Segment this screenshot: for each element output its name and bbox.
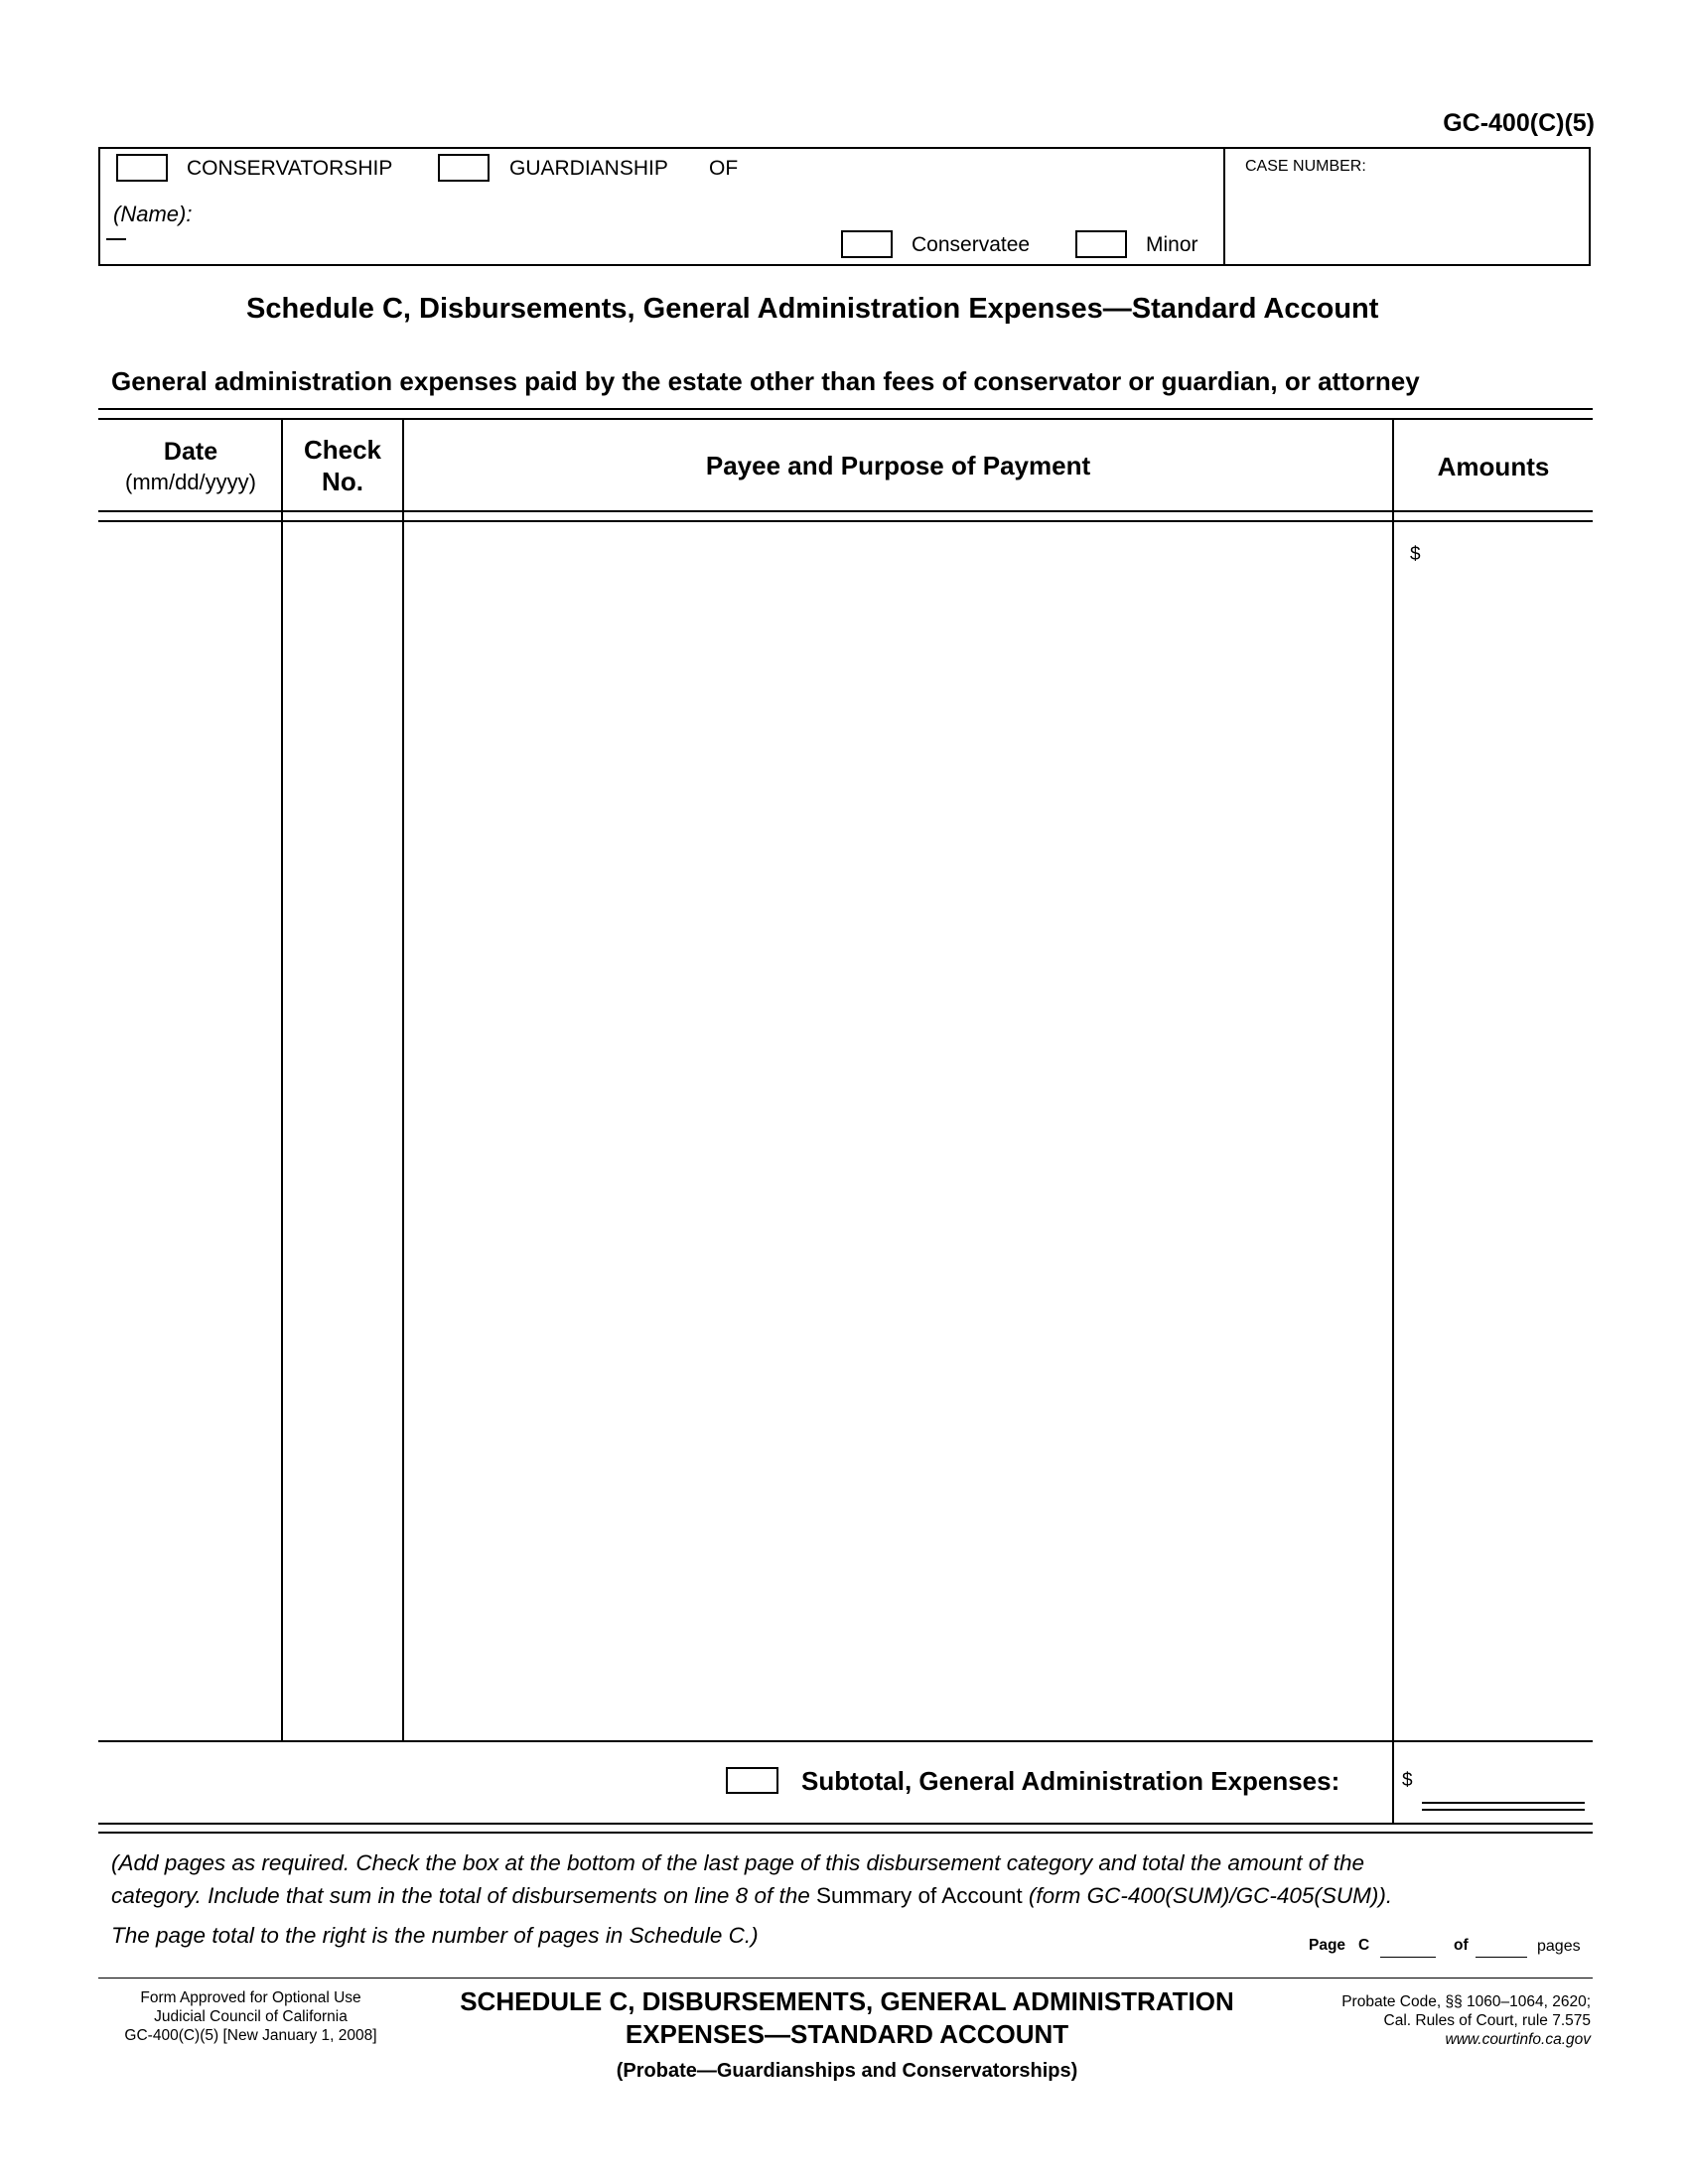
guardianship-label: GUARDIANSHIP <box>509 157 668 180</box>
instructions-line-2-a: category. Include that sum in the total of disbursements on line 8 of the <box>111 1883 816 1908</box>
entries-area[interactable] <box>100 526 1591 1739</box>
table-top-rule-1 <box>98 408 1593 410</box>
footer-rule <box>98 1978 1593 1979</box>
footer-title-line-1: SCHEDULE C, DISBURSEMENTS, GENERAL ADMINISTRATION <box>460 1986 1234 2016</box>
subtotal-checkbox[interactable] <box>726 1767 778 1794</box>
column-header-date-format: (mm/dd/yyyy) <box>125 470 256 494</box>
subtotal-double-rule-1 <box>1422 1802 1585 1804</box>
instructions-line-2 <box>111 1883 1392 1909</box>
subtotal-bottom-rule-2 <box>98 1832 1593 1834</box>
page-number-field[interactable] <box>1380 1933 1436 1955</box>
summary-of-account-reference: Summary of Account <box>816 1883 1023 1908</box>
minor-checkbox[interactable] <box>1075 230 1127 258</box>
column-header-amounts: Amounts <box>1437 452 1550 481</box>
column-header-date: Date <box>163 438 218 466</box>
table-top-rule-2 <box>98 418 1593 420</box>
amount-dollar-sign: $ <box>1410 544 1421 565</box>
case-number-label: CASE NUMBER: <box>1245 158 1366 175</box>
footer-probate-code: Probate Code, §§ 1060–1064, 2620; <box>1341 1993 1591 2010</box>
footer-website-link[interactable]: www.courtinfo.ca.gov <box>1445 2031 1591 2048</box>
header-bottom-rule-2 <box>98 520 1593 522</box>
schedule-description: General administration expenses paid by the estate other than fees of conservator or guardian, or attorney <box>111 366 1420 396</box>
column-header-check-no: No. <box>322 467 363 496</box>
footer-rules-of-court: Cal. Rules of Court, rule 7.575 <box>1383 2012 1591 2029</box>
subtotal-double-rule-2 <box>1422 1809 1585 1811</box>
footer-approval-line-1: Form Approved for Optional Use <box>140 1989 361 2006</box>
guardianship-checkbox[interactable] <box>438 154 490 182</box>
instructions-line-1: (Add pages as required. Check the box at the bottom of the last page of this disbursement category and total the amount of the <box>111 1850 1365 1875</box>
conservatorship-label: CONSERVATORSHIP <box>187 157 393 180</box>
name-field[interactable] <box>209 202 804 227</box>
minor-label: Minor <box>1146 233 1198 256</box>
conservatee-label: Conservatee <box>912 233 1031 256</box>
table-bottom-rule <box>98 1740 1593 1742</box>
header-bottom-rule-1 <box>98 510 1593 512</box>
instructions-line-2-c: (form GC-400(SUM)/GC-405(SUM)). <box>1022 1883 1393 1908</box>
subtotal-bottom-rule-1 <box>98 1823 1593 1825</box>
footer-approval-line-2: Judicial Council of California <box>154 2008 348 2025</box>
case-number-field[interactable] <box>1245 189 1573 248</box>
caption-divider <box>1223 147 1225 266</box>
pages-label: pages <box>1537 1938 1581 1955</box>
column-header-payee: Payee and Purpose of Payment <box>705 451 1091 480</box>
of-label: OF <box>709 157 739 180</box>
page-label: Page <box>1309 1937 1346 1954</box>
footer-approval-line-3: GC-400(C)(5) [New January 1, 2008] <box>124 2027 377 2044</box>
of-label-pagination: of <box>1454 1937 1469 1954</box>
footer-subtitle: (Probate—Guardianships and Conservatorships) <box>616 2060 1078 2082</box>
total-pages-field[interactable] <box>1476 1933 1527 1955</box>
total-pages-underline <box>1476 1957 1527 1958</box>
conservatee-checkbox[interactable] <box>841 230 893 258</box>
page-prefix: C <box>1358 1937 1370 1954</box>
name-label: (Name): <box>113 202 193 226</box>
conservatorship-checkbox[interactable] <box>116 154 168 182</box>
page-number-underline <box>1380 1957 1436 1958</box>
subtotal-label: Subtotal, General Administration Expenses: <box>801 1766 1340 1796</box>
subtotal-amount-field[interactable] <box>1422 1769 1581 1795</box>
instructions-line-3: The page total to the right is the number of pages in Schedule C.) <box>111 1923 759 1948</box>
column-header-check: Check <box>303 435 382 465</box>
schedule-title: Schedule C, Disbursements, General Administration Expenses—Standard Account <box>246 293 1379 325</box>
form-number: GC-400(C)(5) <box>1443 109 1595 137</box>
name-underline-mark <box>106 238 126 240</box>
footer-title-line-2: EXPENSES—STANDARD ACCOUNT <box>625 2019 1069 2049</box>
subtotal-dollar-sign: $ <box>1402 1770 1413 1791</box>
